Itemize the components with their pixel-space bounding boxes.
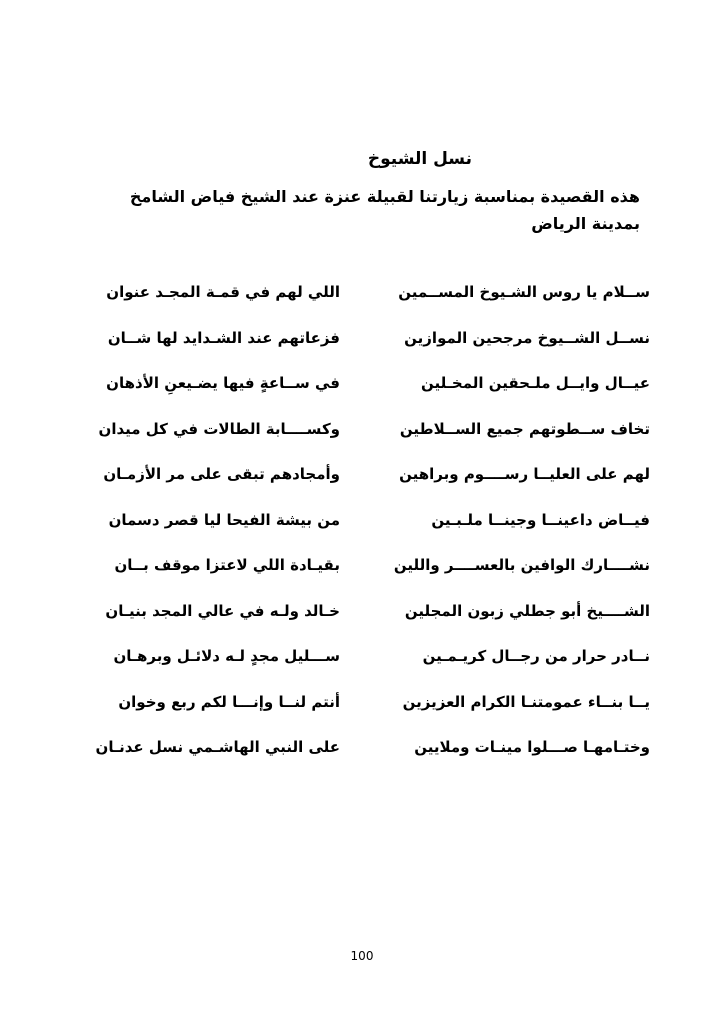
verse-8-second-hemistich: خـالد ولـه في عالي المجد بنيـان xyxy=(105,601,340,620)
verse-4-second-hemistich: وكســــابة الطالات في كل ميدان xyxy=(98,419,340,438)
verse-8 xyxy=(90,599,650,645)
verse-7 xyxy=(90,553,650,599)
verse-5-second-hemistich: وأمجادهم تبقى على مر الأزمـان xyxy=(103,465,340,483)
verse-3 xyxy=(90,371,650,417)
verse-5 xyxy=(90,462,650,508)
verse-11-first-hemistich: وختـامهـا صـــلوا مينـات وملايين xyxy=(414,738,650,756)
page-number: 100 xyxy=(350,949,374,963)
verse-6-first-hemistich: فيــاض داعينــا وجينــا ملـبـين xyxy=(431,510,650,529)
verse-9 xyxy=(90,644,650,690)
verse-3-first-hemistich: عيــال وايــل ملـحقين المخـلين xyxy=(421,374,650,392)
verse-5-first-hemistich: لهم على العليــا رســــوم وبراهين xyxy=(399,465,650,483)
verse-7-first-hemistich: نشــــارك الوافين بالعســــر واللين xyxy=(393,556,650,574)
verse-10-second-hemistich: أنتم لنــا وإنـــا لكم ربع وخوان xyxy=(118,692,340,711)
verse-10-first-hemistich: يــا بنــاء عمومتنـا الكرام العزيزين xyxy=(402,692,650,711)
verse-6 xyxy=(90,508,650,554)
poem-title: نسل الشيوخ xyxy=(367,149,472,169)
verse-2 xyxy=(90,326,650,372)
verse-7-second-hemistich: بقيـادة اللي لاعتزا موقف بــان xyxy=(114,556,340,574)
verse-1-first-hemistich: ســلام يا روس الشـيوخ المســمين xyxy=(398,283,650,301)
poem-body xyxy=(90,280,650,781)
verse-9-second-hemistich: ســـليل مجدٍ لـه دلائـل وبرهـان xyxy=(113,647,340,665)
verse-2-first-hemistich: نســل الشــيوخ مرجحين الموازين xyxy=(404,328,650,347)
verse-4 xyxy=(90,417,650,463)
verse-9-first-hemistich: نــادر حرار من رجــال كريـمـين xyxy=(422,647,650,665)
poem-intro: هذه القصيدة بمناسبة زيارتنا لقبيلة عنزة عند الشيخ فياض الشامخ بمدينة الرياض xyxy=(129,187,640,233)
verse-1 xyxy=(90,280,650,326)
verse-6-second-hemistich: من بيشة الفيحا ليا قصر دسمان xyxy=(108,510,340,529)
verse-1-second-hemistich: اللي لهم في قمـة المجـد عنوان xyxy=(106,283,340,301)
verse-3-second-hemistich: في ســاعةٍ فيها يضـيعنِ الأذهان xyxy=(106,374,340,392)
verse-8-first-hemistich: الشــــيخ أبو جطلي زبون المجلين xyxy=(404,601,650,620)
verse-4-first-hemistich: تخاف ســطوتهم جميع الســلاطين xyxy=(399,419,650,438)
verse-11 xyxy=(90,735,650,781)
verse-2-second-hemistich: فزعاتهم عند الشـدايد لها شــان xyxy=(107,328,340,347)
verse-11-second-hemistich: على النبي الهاشـمي نسل عدنـان xyxy=(95,738,340,756)
verse-10 xyxy=(90,690,650,736)
